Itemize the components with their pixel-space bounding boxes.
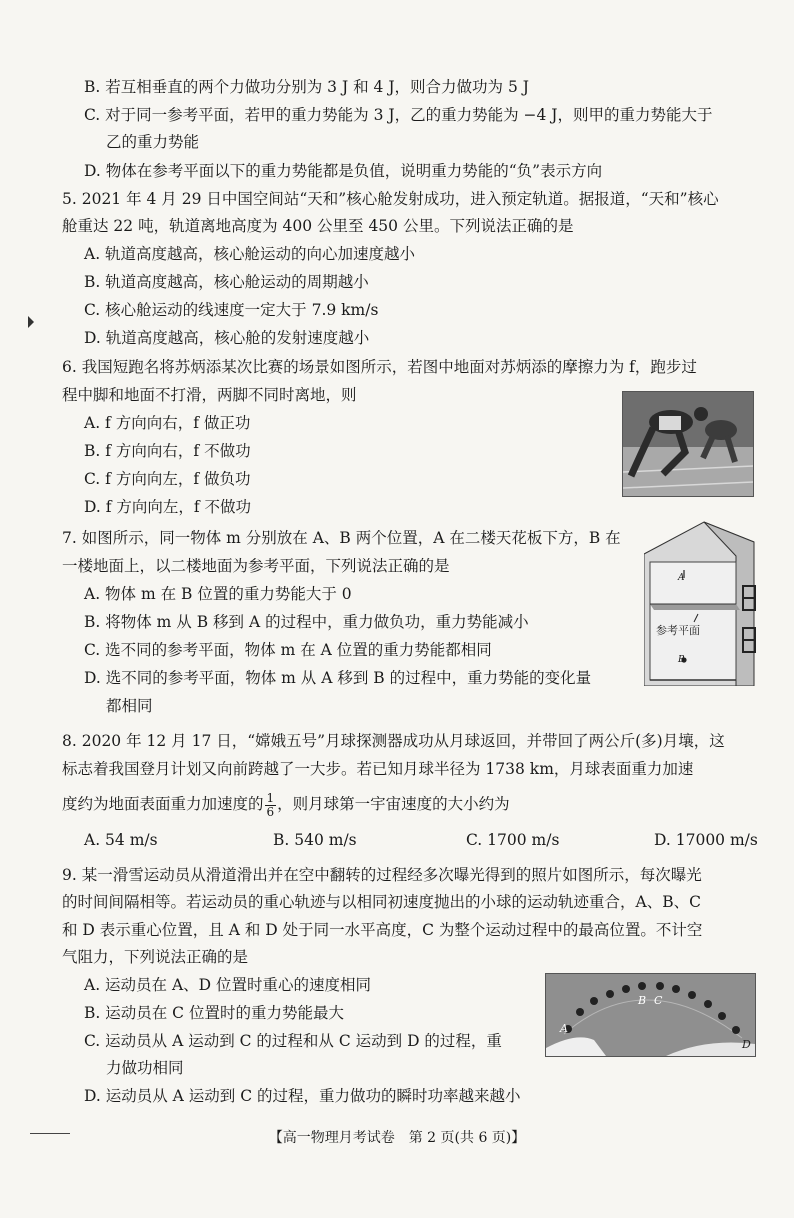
page-footer: 【高一物理月考试卷 第 2 页(共 6 页)】 (268, 1130, 526, 1146)
q5-stem: 5. 2021 年 4 月 29 日中国空间站“天和”核心舱发射成功，进入预定轨道。据报道，“天和”核心 (62, 190, 719, 208)
q9-option-c: C. 运动员从 A 运动到 C 的过程和从 C 运动到 D 的过程，重 (84, 1032, 502, 1050)
q8-stem: 8. 2020 年 12 月 17 日，“嫦娥五号”月球探测器成功从月球返回，并带回了两公斤(多)月壤，这 (62, 732, 725, 750)
q4-option-b: B. 若互相垂直的两个力做功分别为 3 J 和 4 J，则合力做功为 5 J (84, 78, 529, 96)
q6-stem-cont: 程中脚和地面不打滑，两脚不同时离地，则 (62, 386, 357, 404)
q6-option-c: C. f 方向向左，f 做负功 (84, 470, 251, 488)
q5-option-a: A. 轨道高度越高，核心舱运动的向心加速度越小 (84, 245, 416, 263)
photo-label-a: A (560, 1022, 568, 1035)
sprinter-photo (622, 391, 754, 497)
scan-mark-line (30, 1133, 70, 1134)
q8-stem-text: 度约为地面表面重力加速度的 (62, 795, 264, 813)
q7-option-a: A. 物体 m 在 B 位置的重力势能大于 0 (84, 585, 352, 603)
q6-option-d: D. f 方向向左，f 不做功 (84, 498, 252, 516)
ski-jump-illustration (546, 974, 755, 1056)
building-diagram (644, 518, 774, 686)
q5-stem-cont: 舱重达 22 吨，轨道离地高度为 400 公里至 450 公里。下列说法正确的是 (62, 217, 574, 235)
fraction-one-sixth (265, 792, 277, 819)
q5-option-c: C. 核心舱运动的线速度一定大于 7.9 km/s (84, 301, 379, 319)
scan-mark-arrow (28, 316, 34, 328)
q5-option-b: B. 轨道高度越高，核心舱运动的周期越小 (84, 273, 369, 291)
building-illustration (644, 518, 774, 686)
q9-stem-cont: 的时间间隔相等。若运动员的重心轨迹与以相同初速度抛出的小球的运动轨迹重合，A、B、C (62, 893, 701, 911)
photo-label-b: B (638, 994, 647, 1007)
q9-option-d: D. 运动员从 A 运动到 C 的过程，重力做功的瞬时功率越来越小 (84, 1087, 521, 1105)
q8-stem-line3 (62, 789, 510, 819)
q9-stem-line4: 气阻力，下列说法正确的是 (62, 948, 249, 966)
q7-option-c: C. 选不同的参考平面，物体 m 在 A 位置的重力势能都相同 (84, 641, 492, 659)
q8-option-a: A. 54 m/s (84, 831, 158, 849)
photo-label-c: C (654, 994, 663, 1007)
q8-option-b: B. 540 m/s (273, 831, 357, 849)
q9-stem-line3: 和 D 表示重心位置，且 A 和 D 处于同一水平高度，C 为整个运动过程中的最高位置。不计空 (62, 921, 703, 939)
q5-option-d: D. 轨道高度越高，核心舱的发射速度越小 (84, 329, 370, 347)
q6-stem: 6. 我国短跑名将苏炳添某次比赛的场景如图所示，若图中地面对苏炳添的摩擦力为 f，跑步过 (62, 358, 697, 376)
q7-option-b: B. 将物体 m 从 B 移到 A 的过程中，重力做负功，重力势能减小 (84, 613, 529, 631)
label-reference-plane: 参考平面 (656, 624, 700, 637)
q9-option-b: B. 运动员在 C 位置时的重力势能最大 (84, 1004, 344, 1022)
q6-option-a: A. f 方向向右，f 做正功 (84, 414, 251, 432)
q4-option-d: D. 物体在参考平面以下的重力势能都是负值，说明重力势能的“负”表示方向 (84, 162, 603, 180)
q9-option-a: A. 运动员在 A、D 位置时重心的速度相同 (84, 976, 372, 994)
q8-option-d: D. 17000 m/s (654, 831, 758, 849)
q4-option-c: C. 对于同一参考平面，若甲的重力势能为 3 J，乙的重力势能为 −4 J，则甲的重力势能大于 (84, 106, 713, 124)
q7-stem-cont: 一楼地面上，以二楼地面为参考平面，下列说法正确的是 (62, 557, 450, 575)
sprinter-illustration (623, 392, 753, 496)
label-a: A (678, 573, 685, 583)
q8-stem-cont: 标志着我国登月计划又向前跨越了一大步。若已知月球半径为 1738 km，月球表面重力加速 (62, 760, 694, 778)
q9-stem: 9. 某一滑雪运动员从滑道滑出并在空中翻转的过程经多次曝光得到的照片如图所示，每次曝光 (62, 866, 702, 884)
fraction-denominator: 6 (266, 804, 275, 819)
q6-option-b: B. f 方向向右，f 不做功 (84, 442, 251, 460)
ski-jump-photo (545, 973, 756, 1057)
q7-stem: 7. 如图所示，同一物体 m 分别放在 A、B 两个位置，A 在二楼天花板下方，B 在 (62, 529, 621, 547)
fraction-numerator: 1 (266, 790, 275, 805)
q7-option-d-cont: 都相同 (106, 697, 153, 715)
photo-label-d: D (742, 1038, 751, 1051)
label-b: B (678, 655, 685, 665)
q7-option-d: D. 选不同的参考平面，物体 m 从 A 移到 B 的过程中，重力势能的变化量 (84, 669, 592, 687)
q9-option-c-cont: 力做功相同 (106, 1059, 184, 1077)
q4-option-c-cont: 乙的重力势能 (106, 133, 200, 151)
q8-stem-text-tail: ，则月球第一宇宙速度的大小约为 (277, 795, 510, 813)
q8-option-c: C. 1700 m/s (466, 831, 560, 849)
